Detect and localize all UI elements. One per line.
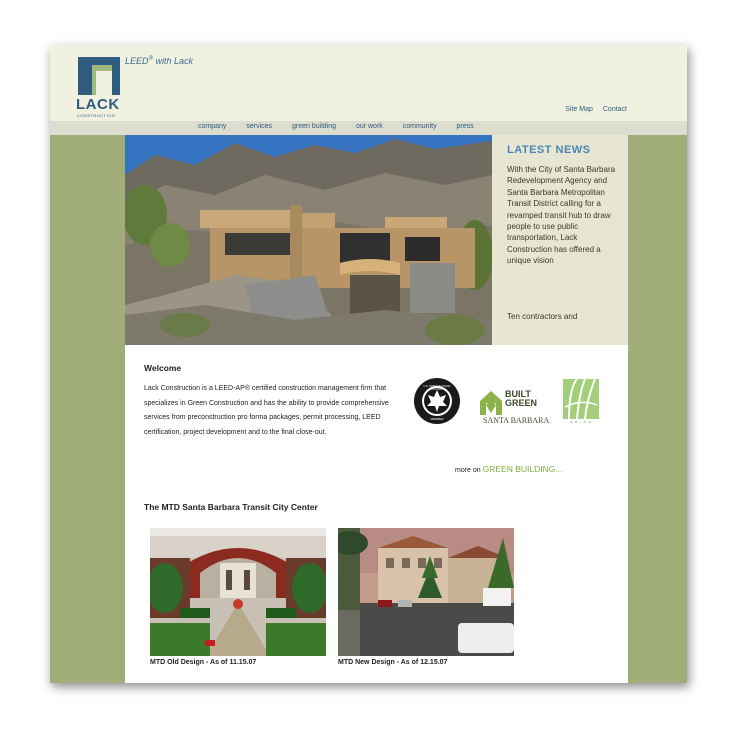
page-frame <box>50 45 687 683</box>
nav-item-services[interactable]: services <box>246 123 273 130</box>
welcome-text: Lack Construction is a LEED-AP® certified construction management firm that specializes in Green Construction and has the ability to provide comprehensive services from preconstruction pro forma packages, permit processing, LEED certification, project development and to the final close-out. <box>144 385 389 436</box>
contact-link[interactable]: Contact <box>602 106 627 113</box>
news-item[interactable]: Ten contractors and <box>507 312 578 321</box>
news-title: LATEST NEWS <box>507 144 591 156</box>
green-building-link[interactable]: GREEN BUILDING <box>482 464 556 474</box>
top-links <box>557 106 627 113</box>
news-item[interactable]: With the City of Santa Barbara Redevelopment Agency and Santa Barbara Metropolitan Transit District calling for a revamped transit hub to draw people to use public transportation, Lack Construction has offered a unique vision <box>507 165 616 266</box>
house-leaf-icon <box>480 391 502 415</box>
more-green-building: more on GREEN BUILDING... <box>455 464 563 474</box>
tagline: LEED® with Lack <box>125 56 193 66</box>
usgbc-member-label: MEMBER <box>430 417 444 421</box>
site-header <box>50 45 687 121</box>
logo-wordmark: LACK <box>76 96 120 113</box>
sbine-logo[interactable]: S B I N E <box>563 379 603 429</box>
welcome-heading: Welcome <box>144 363 182 373</box>
usgbc-ring-text: U.S. GREEN BUILDING COUNCIL <box>423 385 451 391</box>
thumb-caption: MTD New Design - As of 12.15.07 <box>338 659 448 666</box>
mtd-old-design-image[interactable] <box>150 528 326 656</box>
project-title: The MTD Santa Barbara Transit City Center <box>144 502 318 512</box>
main-content <box>125 345 628 683</box>
nav-item-press[interactable]: press <box>456 123 474 130</box>
built-green-badge[interactable]: BUILT GREEN SANTA BARBARA <box>480 387 550 427</box>
nav-item-our-work[interactable]: our work <box>355 123 383 130</box>
site-map-link[interactable]: Site Map <box>565 106 593 113</box>
latest-news-panel <box>492 135 628 345</box>
main-nav <box>50 121 687 135</box>
thumb-caption: MTD Old Design - As of 11.15.07 <box>150 659 257 666</box>
nav-item-company[interactable]: company <box>198 123 227 130</box>
logo-mark <box>78 57 120 95</box>
nav-item-green-building[interactable]: green building <box>292 123 336 130</box>
hero-house-photo <box>125 135 492 345</box>
mtd-new-design-image[interactable] <box>338 528 514 656</box>
lack-logo[interactable] <box>76 57 124 119</box>
logo-subtitle: CONSTRUCTION <box>77 113 116 118</box>
nav-item-community[interactable]: community <box>402 123 437 130</box>
